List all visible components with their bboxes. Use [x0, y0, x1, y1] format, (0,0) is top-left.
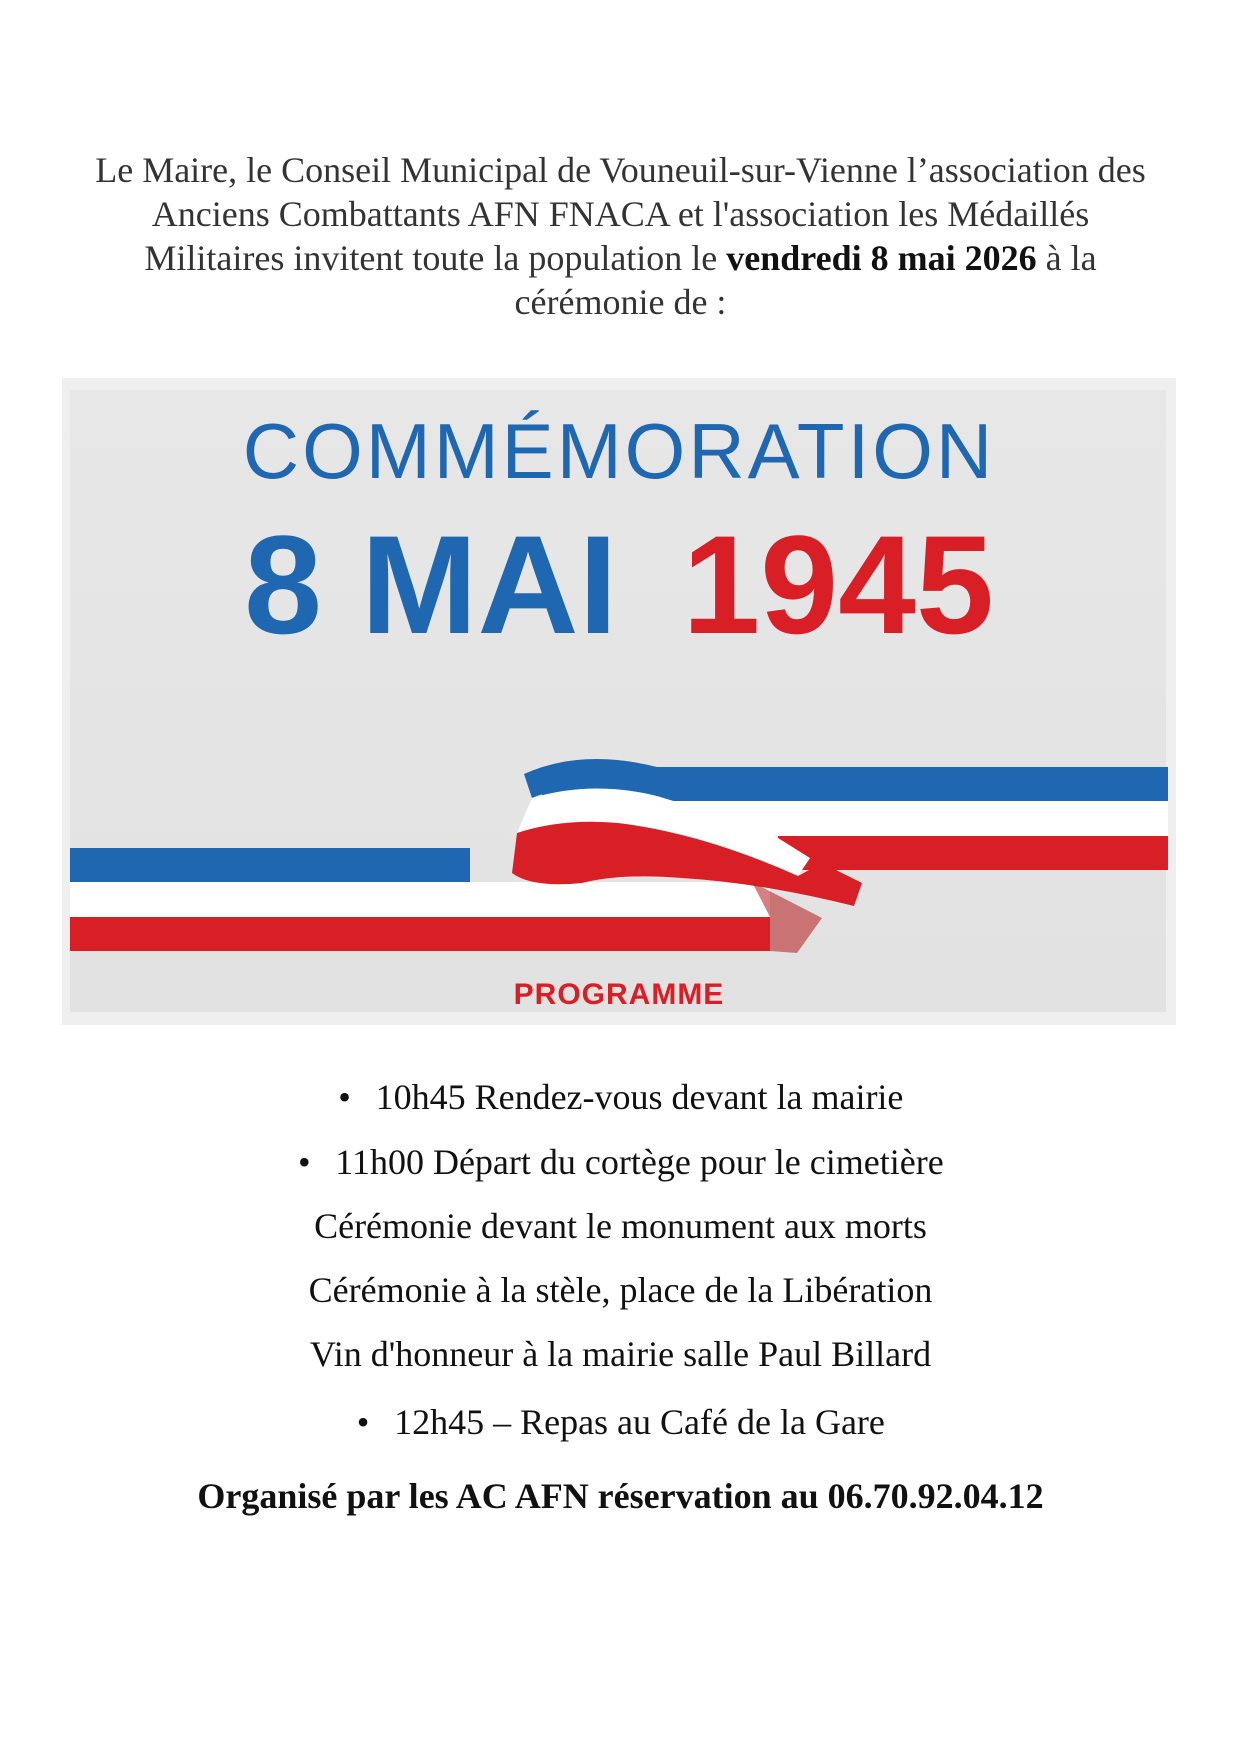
banner-program-label: PROGRAMME [513, 978, 725, 1011]
invitation-text [60, 148, 1181, 324]
program-item-5 [0, 1332, 1241, 1376]
invitation-line-2: Anciens Combattants AFN FNACA et l'association les Médaillés [151, 194, 1090, 234]
program-item-4 [0, 1268, 1241, 1312]
program-item-1 [0, 1075, 1241, 1119]
invitation-line-4: cérémonie de : [514, 282, 727, 322]
banner-artwork [62, 378, 1176, 1025]
banner-date-blue: 8 MAI [244, 506, 618, 663]
ribbon-left-blue [70, 848, 470, 882]
invitation-line-3-end: à la [1036, 238, 1097, 278]
commemoration-banner [62, 378, 1176, 1025]
program-item-2 [0, 1140, 1241, 1184]
ribbon-left-white [70, 882, 770, 917]
banner-date [244, 506, 994, 663]
program-item-text: 10h45 Rendez-vous devant la mairie [375, 1077, 904, 1117]
program-item-6 [0, 1400, 1241, 1444]
banner-date-red: 1945 [682, 506, 994, 663]
program-item-text: 11h00 Départ du cortège pour le cimetière [335, 1142, 944, 1182]
program-item-3 [0, 1204, 1241, 1248]
organizer-reservation: Organisé par les AC AFN réservation au 06.70.92.04.12 [197, 1476, 1044, 1516]
invitation-line-3-start: Militaires invitent toute la population le [144, 238, 727, 278]
program-item-text: 12h45 – Repas au Café de la Gare [394, 1402, 885, 1442]
program-item-text: Cérémonie devant le monument aux morts [314, 1206, 927, 1246]
invitation-line-3 [60, 236, 1181, 280]
program-item-text: Vin d'honneur à la mairie salle Paul Billard [309, 1334, 932, 1374]
ribbon-left-red [70, 917, 770, 951]
invitation-line-1: Le Maire, le Conseil Municipal de Vouneuil-sur-Vienne l’association des [95, 150, 1146, 190]
banner-title: COMMÉMORATION [242, 407, 996, 495]
bullet-icon: • [338, 1077, 351, 1117]
ribbon-right-red [778, 836, 1168, 870]
event-date: vendredi 8 mai 2026 [726, 238, 1037, 278]
bullet-icon: • [297, 1142, 311, 1182]
program-item-text: Cérémonie à la stèle, place de la Libération [308, 1270, 933, 1310]
bullet-icon: • [356, 1402, 370, 1442]
